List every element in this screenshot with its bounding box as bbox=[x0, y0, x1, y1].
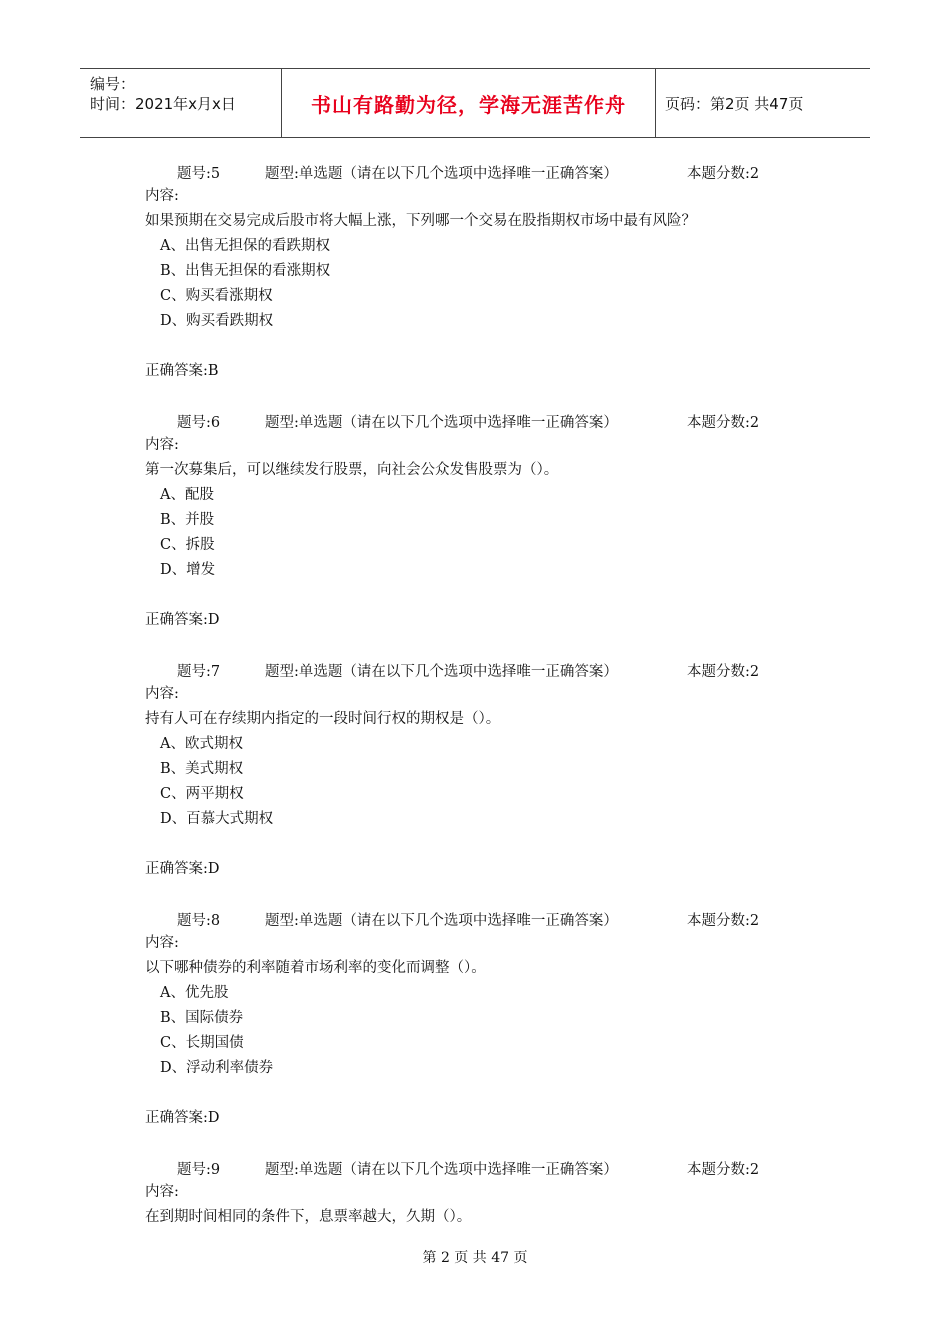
question-text: 如果预期在交易完成后股市将大幅上涨，下列哪一个交易在股指期权市场中最有风险？ bbox=[145, 213, 696, 229]
question-text: 第一次募集后，可以继续发行股票，向社会公众发售股票为（）。 bbox=[145, 462, 559, 478]
doc-time-label: 时间：2021年x月x日 bbox=[90, 95, 236, 113]
option-d: D、浮动利率债券 bbox=[160, 1060, 274, 1076]
option-c: C、购买看涨期权 bbox=[160, 288, 273, 304]
correct-answer: 正确答案:B bbox=[145, 363, 219, 379]
option-c: C、两平期权 bbox=[160, 786, 244, 802]
question-type: 题型:单选题（请在以下几个选项中选择唯一正确答案） bbox=[265, 415, 618, 431]
question-score: 本题分数:2 bbox=[687, 913, 760, 929]
question-number: 题号:5 bbox=[177, 166, 221, 182]
content-label: 内容: bbox=[145, 188, 179, 204]
correct-answer: 正确答案:D bbox=[145, 1110, 220, 1126]
question-text: 以下哪种债券的利率随着市场利率的变化而调整（）。 bbox=[145, 960, 486, 976]
option-c: C、长期国债 bbox=[160, 1035, 244, 1051]
header-motto-cell bbox=[281, 69, 656, 137]
option-b: B、并股 bbox=[160, 512, 215, 528]
question-type: 题型:单选题（请在以下几个选项中选择唯一正确答案） bbox=[265, 166, 618, 182]
doc-number-label: 编号： bbox=[90, 75, 136, 93]
header-page-cell bbox=[655, 69, 870, 137]
question-text: 在到期时间相同的条件下，息票率越大，久期（）。 bbox=[145, 1209, 472, 1225]
question-type: 题型:单选题（请在以下几个选项中选择唯一正确答案） bbox=[265, 913, 618, 929]
page-footer: 第 2 页 共 47 页 bbox=[422, 1250, 528, 1266]
question-number: 题号:6 bbox=[177, 415, 221, 431]
header-page-info: 页码：第2页 共47页 bbox=[665, 94, 804, 113]
option-b: B、美式期权 bbox=[160, 761, 244, 777]
content-label: 内容: bbox=[145, 935, 179, 951]
content-label: 内容: bbox=[145, 437, 179, 453]
option-a: A、优先股 bbox=[160, 985, 229, 1001]
question-score: 本题分数:2 bbox=[687, 664, 760, 680]
option-d: D、增发 bbox=[160, 562, 216, 578]
content-label: 内容: bbox=[145, 686, 179, 702]
motto-text: 书山有路勤为径，学海无涯苦作舟 bbox=[311, 92, 626, 117]
option-a: A、配股 bbox=[160, 487, 214, 503]
question-score: 本题分数:2 bbox=[687, 166, 760, 182]
option-d: D、百慕大式期权 bbox=[160, 811, 274, 827]
correct-answer: 正确答案:D bbox=[145, 861, 220, 877]
option-b: B、出售无担保的看涨期权 bbox=[160, 263, 331, 279]
option-a: A、欧式期权 bbox=[160, 736, 243, 752]
option-d: D、购买看跌期权 bbox=[160, 313, 274, 329]
option-a: A、出售无担保的看跌期权 bbox=[160, 238, 330, 254]
correct-answer: 正确答案:D bbox=[145, 612, 220, 628]
question-number: 题号:7 bbox=[177, 664, 221, 680]
page-header bbox=[80, 68, 870, 138]
header-info-cell bbox=[80, 69, 281, 137]
question-score: 本题分数:2 bbox=[687, 1162, 760, 1178]
question-type: 题型:单选题（请在以下几个选项中选择唯一正确答案） bbox=[265, 1162, 618, 1178]
question-score: 本题分数:2 bbox=[687, 415, 760, 431]
option-b: B、国际债券 bbox=[160, 1010, 244, 1026]
option-c: C、拆股 bbox=[160, 537, 215, 553]
question-text: 持有人可在存续期内指定的一段时间行权的期权是（）。 bbox=[145, 711, 501, 727]
question-number: 题号:8 bbox=[177, 913, 221, 929]
question-type: 题型:单选题（请在以下几个选项中选择唯一正确答案） bbox=[265, 664, 618, 680]
question-number: 题号:9 bbox=[177, 1162, 221, 1178]
content-label: 内容: bbox=[145, 1184, 179, 1200]
